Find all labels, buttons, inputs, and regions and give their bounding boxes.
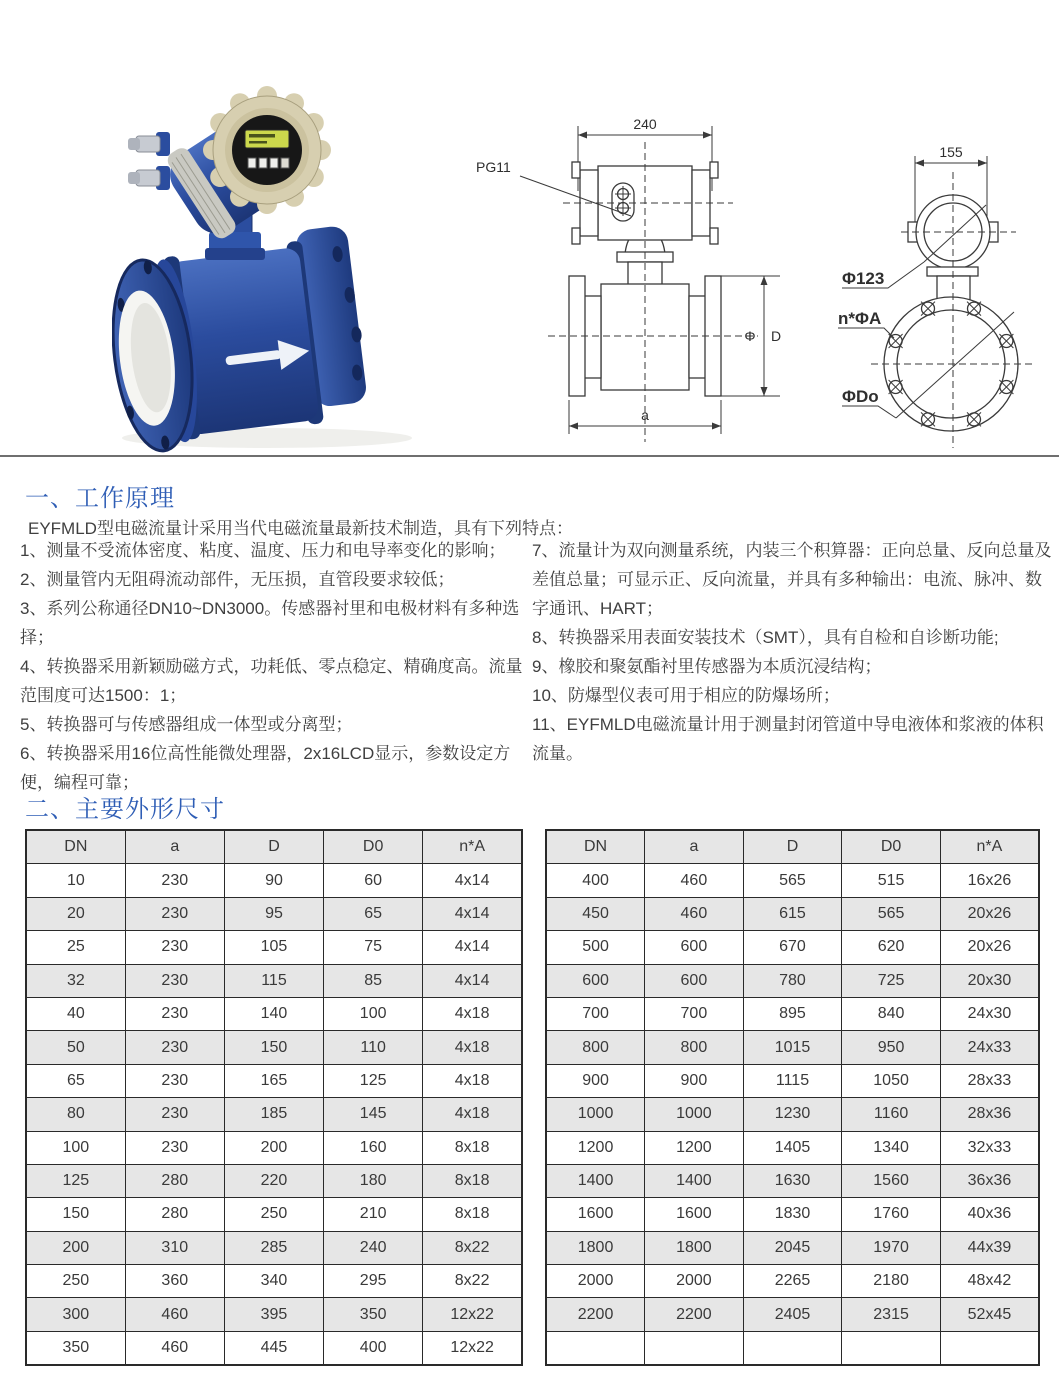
table-cell: 1000	[645, 1098, 744, 1131]
table-cell: 230	[125, 1031, 224, 1064]
table-cell: 2045	[743, 1231, 842, 1264]
flowmeter-photo-illustration	[112, 84, 442, 456]
table-cell: 4x18	[423, 1098, 522, 1131]
table-row	[546, 864, 1039, 897]
table-cell: 125	[324, 1064, 423, 1097]
table-cell: 1800	[645, 1231, 744, 1264]
section2-heading: 二、主要外形尺寸	[25, 796, 225, 823]
table-cell: 60	[324, 864, 423, 897]
table-cell: 280	[125, 1164, 224, 1197]
table-cell: 725	[842, 964, 941, 997]
table-cell: 565	[842, 897, 941, 930]
column-header: D	[743, 830, 842, 864]
table-cell: 700	[546, 997, 645, 1030]
column-header: DN	[546, 830, 645, 864]
table-cell: 20	[26, 897, 125, 930]
table-cell: 36x36	[940, 1164, 1039, 1197]
table-cell: 350	[324, 1298, 423, 1331]
table-cell: 80	[26, 1098, 125, 1131]
table-cell: 52x45	[940, 1298, 1039, 1331]
bolt-circle-label: ΦDo	[842, 387, 879, 406]
table-cell: 2000	[645, 1265, 744, 1298]
table-cell: 400	[546, 864, 645, 897]
cable-glands	[128, 132, 170, 190]
table-cell: 32	[26, 964, 125, 997]
table-cell: 450	[546, 897, 645, 930]
table-cell: 1560	[842, 1164, 941, 1197]
table-cell: 1600	[546, 1198, 645, 1231]
table-cell: 500	[546, 931, 645, 964]
table-row	[26, 964, 522, 997]
table-cell: 395	[224, 1298, 323, 1331]
table-cell: 900	[546, 1064, 645, 1097]
table-cell: 100	[26, 1131, 125, 1164]
table-cell: 2200	[645, 1298, 744, 1331]
table-cell: 230	[125, 997, 224, 1030]
table-cell: 1400	[546, 1164, 645, 1197]
table-cell: 1970	[842, 1231, 941, 1264]
dimension-table-large	[545, 829, 1040, 1366]
table-cell: 10	[26, 864, 125, 897]
table-cell: 160	[324, 1131, 423, 1164]
table-row	[26, 1298, 522, 1331]
table-cell: 340	[224, 1265, 323, 1298]
table-cell: 150	[26, 1198, 125, 1231]
table-cell: 240	[324, 1231, 423, 1264]
table-cell: 1200	[546, 1131, 645, 1164]
table-cell: 1800	[546, 1231, 645, 1264]
table-row	[546, 1098, 1039, 1131]
table-cell: 50	[26, 1031, 125, 1064]
table-cell: 280	[125, 1198, 224, 1231]
table-cell: 460	[645, 864, 744, 897]
table-cell: 565	[743, 864, 842, 897]
table-cell	[940, 1331, 1039, 1365]
table-row	[26, 1164, 522, 1197]
table-row	[26, 897, 522, 930]
features-list	[20, 536, 1052, 797]
table-cell: 90	[224, 864, 323, 897]
column-header: DN	[26, 830, 125, 864]
dim-phi-d-letter: D	[770, 328, 782, 344]
table-cell: 360	[125, 1265, 224, 1298]
table-row	[546, 1064, 1039, 1097]
end-view-drawing	[816, 100, 1056, 456]
side-view-drawing	[468, 96, 808, 452]
table-cell: 220	[224, 1164, 323, 1197]
table-cell: 2315	[842, 1298, 941, 1331]
table-row	[546, 1131, 1039, 1164]
table-cell: 780	[743, 964, 842, 997]
product-photo	[112, 84, 442, 456]
bolt-holes-label: n*ΦA	[838, 309, 882, 328]
table-cell: 2265	[743, 1265, 842, 1298]
feature-item: 8、转换器采用表面安装技术（SMT），具有自检和自诊断功能;	[532, 628, 999, 647]
table-cell	[842, 1331, 941, 1365]
table-cell: 75	[324, 931, 423, 964]
table-cell: 1405	[743, 1131, 842, 1164]
feature-item: 3、系列公称通径DN10~DN3000。传感器衬里和电极材料有多种选择；	[20, 599, 520, 647]
feature-item: 4、转换器采用新颖励磁方式，功耗低、零点稳定、精确度高。流量范围度可达1500：1；	[20, 657, 523, 705]
table-row	[26, 997, 522, 1030]
dim-155-label: 155	[939, 144, 963, 160]
feature-item: 2、测量管内无阻碍流动部件，无压损，直管段要求较低；	[20, 570, 455, 589]
table-cell: 150	[224, 1031, 323, 1064]
table-cell: 8x18	[423, 1131, 522, 1164]
column-header: n*A	[423, 830, 522, 864]
table-cell: 250	[224, 1198, 323, 1231]
table-cell: 1160	[842, 1098, 941, 1131]
table-cell: 4x18	[423, 997, 522, 1030]
column-header: a	[125, 830, 224, 864]
table-cell: 1230	[743, 1098, 842, 1131]
table-cell: 600	[645, 931, 744, 964]
table-cell: 2405	[743, 1298, 842, 1331]
table-row	[546, 1031, 1039, 1064]
table-row	[546, 964, 1039, 997]
table-cell: 210	[324, 1198, 423, 1231]
table-cell: 230	[125, 964, 224, 997]
table-cell: 615	[743, 897, 842, 930]
table-cell: 620	[842, 931, 941, 964]
section1-intro: EYFMLD型电磁流量计采用当代电磁流量最新技术制造，具有下列特点：	[28, 519, 573, 538]
table-cell: 2180	[842, 1265, 941, 1298]
table-cell: 840	[842, 997, 941, 1030]
table-cell: 2200	[546, 1298, 645, 1331]
features-column-left	[20, 536, 528, 797]
table-cell: 230	[125, 864, 224, 897]
table-cell: 1400	[645, 1164, 744, 1197]
table-cell: 125	[26, 1164, 125, 1197]
table-cell: 24x30	[940, 997, 1039, 1030]
column-header: a	[645, 830, 744, 864]
table-cell: 44x39	[940, 1231, 1039, 1264]
table-cell: 950	[842, 1031, 941, 1064]
table-cell: 95	[224, 897, 323, 930]
table-cell: 1115	[743, 1064, 842, 1097]
table-cell: 48x42	[940, 1265, 1039, 1298]
table-cell: 1600	[645, 1198, 744, 1231]
table-cell: 65	[26, 1064, 125, 1097]
table-cell: 4x18	[423, 1064, 522, 1097]
table-row	[26, 931, 522, 964]
table-cell: 65	[324, 897, 423, 930]
section1-heading: 一、工作原理	[25, 485, 175, 512]
table-cell: 24x33	[940, 1031, 1039, 1064]
table-cell: 1760	[842, 1198, 941, 1231]
table-cell: 1015	[743, 1031, 842, 1064]
table-cell: 8x22	[423, 1265, 522, 1298]
table-cell: 200	[26, 1231, 125, 1264]
table-cell: 230	[125, 931, 224, 964]
feature-item: 10、防爆型仪表可用于相应的防爆场所；	[532, 686, 840, 705]
table-cell: 800	[546, 1031, 645, 1064]
table-cell: 1830	[743, 1198, 842, 1231]
dimension-tables	[25, 829, 1040, 1366]
column-header: D0	[324, 830, 423, 864]
table-row	[26, 1231, 522, 1264]
feature-item: 1、测量不受流体密度、粘度、温度、压力和电导率变化的影响；	[20, 541, 506, 560]
table-cell: 16x26	[940, 864, 1039, 897]
table-row	[546, 1198, 1039, 1231]
table-cell: 700	[645, 997, 744, 1030]
table-cell: 20x26	[940, 931, 1039, 964]
table-cell: 40x36	[940, 1198, 1039, 1231]
table-row	[26, 1331, 522, 1365]
table-cell: 25	[26, 931, 125, 964]
table-cell: 1050	[842, 1064, 941, 1097]
table-row	[546, 1164, 1039, 1197]
feature-item: 5、转换器可与传感器组成一体型或分离型；	[20, 715, 353, 734]
dim-a-label: a	[641, 407, 649, 423]
table-row	[546, 897, 1039, 930]
feature-item: 11、EYFMLD电磁流量计用于测量封闭管道中导电液体和浆液的体积流量。	[532, 715, 1044, 763]
table-cell: 295	[324, 1265, 423, 1298]
table-cell: 310	[125, 1231, 224, 1264]
table-row	[26, 1031, 522, 1064]
table-cell: 4x14	[423, 964, 522, 997]
table-cell: 185	[224, 1098, 323, 1131]
table-cell: 180	[324, 1164, 423, 1197]
table-cell: 140	[224, 997, 323, 1030]
table-cell: 85	[324, 964, 423, 997]
table-cell: 1200	[645, 1131, 744, 1164]
table-row	[26, 1098, 522, 1131]
table-cell: 165	[224, 1064, 323, 1097]
table-cell: 230	[125, 1098, 224, 1131]
lcd-screen	[245, 130, 289, 148]
table-cell: 12x22	[423, 1331, 522, 1365]
table-cell: 230	[125, 897, 224, 930]
display-window	[232, 115, 302, 185]
table-cell: 4x14	[423, 897, 522, 930]
table-cell: 1000	[546, 1098, 645, 1131]
features-column-right	[532, 536, 1052, 797]
table-cell: 800	[645, 1031, 744, 1064]
feature-item: 9、橡胶和聚氨酯衬里传感器为本质沉浸结构；	[532, 657, 882, 676]
table-cell: 4x18	[423, 1031, 522, 1064]
column-header: D	[224, 830, 323, 864]
table-cell: 8x18	[423, 1164, 522, 1197]
table-cell: 2000	[546, 1265, 645, 1298]
table-cell: 1630	[743, 1164, 842, 1197]
table-cell: 400	[324, 1331, 423, 1365]
table-cell: 445	[224, 1331, 323, 1365]
table-row	[546, 997, 1039, 1030]
table-row	[546, 1331, 1039, 1365]
table-cell	[645, 1331, 744, 1365]
gland-size-label: PG11	[476, 159, 511, 175]
table-cell: 32x33	[940, 1131, 1039, 1164]
table-cell: 600	[546, 964, 645, 997]
table-cell: 460	[125, 1298, 224, 1331]
table-row	[546, 1298, 1039, 1331]
table-cell: 12x22	[423, 1298, 522, 1331]
table-row	[26, 1198, 522, 1231]
table-cell: 350	[26, 1331, 125, 1365]
table-cell: 145	[324, 1098, 423, 1131]
table-row	[546, 1265, 1039, 1298]
table-header-row	[26, 830, 522, 864]
table-cell: 670	[743, 931, 842, 964]
table-cell	[743, 1331, 842, 1365]
table-cell: 8x18	[423, 1198, 522, 1231]
table-cell: 460	[125, 1331, 224, 1365]
table-cell: 300	[26, 1298, 125, 1331]
dimension-table-small	[25, 829, 523, 1366]
table-cell: 600	[645, 964, 744, 997]
table-header-row	[546, 830, 1039, 864]
table-cell: 4x14	[423, 864, 522, 897]
table-cell: 115	[224, 964, 323, 997]
column-header: D0	[842, 830, 941, 864]
table-cell: 110	[324, 1031, 423, 1064]
table-cell: 20x30	[940, 964, 1039, 997]
table-cell: 8x22	[423, 1231, 522, 1264]
table-cell: 900	[645, 1064, 744, 1097]
feature-item: 7、流量计为双向测量系统，内装三个积算器：正向总量、反向总量及差值总量；可显示正、反向流量，并具有多种输出：电流、脉冲、数字通讯、HART；	[532, 541, 1052, 618]
table-cell: 895	[743, 997, 842, 1030]
dim-phi-d-phi: Φ	[744, 328, 756, 344]
table-cell: 4x14	[423, 931, 522, 964]
table-cell: 200	[224, 1131, 323, 1164]
figures-strip	[0, 0, 1059, 457]
table-cell: 285	[224, 1231, 323, 1264]
table-row	[546, 931, 1039, 964]
table-cell: 105	[224, 931, 323, 964]
table-row	[26, 1265, 522, 1298]
table-row	[26, 1064, 522, 1097]
table-row	[26, 864, 522, 897]
table-cell: 515	[842, 864, 941, 897]
table-row	[26, 1131, 522, 1164]
table-cell: 230	[125, 1131, 224, 1164]
table-row	[546, 1231, 1039, 1264]
table-cell: 40	[26, 997, 125, 1030]
table-cell: 28x33	[940, 1064, 1039, 1097]
table-cell	[546, 1331, 645, 1365]
table-cell: 100	[324, 997, 423, 1030]
table-cell: 20x26	[940, 897, 1039, 930]
feature-item: 6、转换器采用16位高性能微处理器，2x16LCD显示，参数设定方便，编程可靠；	[20, 744, 511, 792]
dim-240-label: 240	[633, 116, 657, 132]
table-cell: 1340	[842, 1131, 941, 1164]
table-cell: 28x36	[940, 1098, 1039, 1131]
column-header: n*A	[940, 830, 1039, 864]
table-cell: 460	[645, 897, 744, 930]
head-diameter-label: Φ123	[842, 269, 885, 288]
table-cell: 230	[125, 1064, 224, 1097]
table-cell: 250	[26, 1265, 125, 1298]
